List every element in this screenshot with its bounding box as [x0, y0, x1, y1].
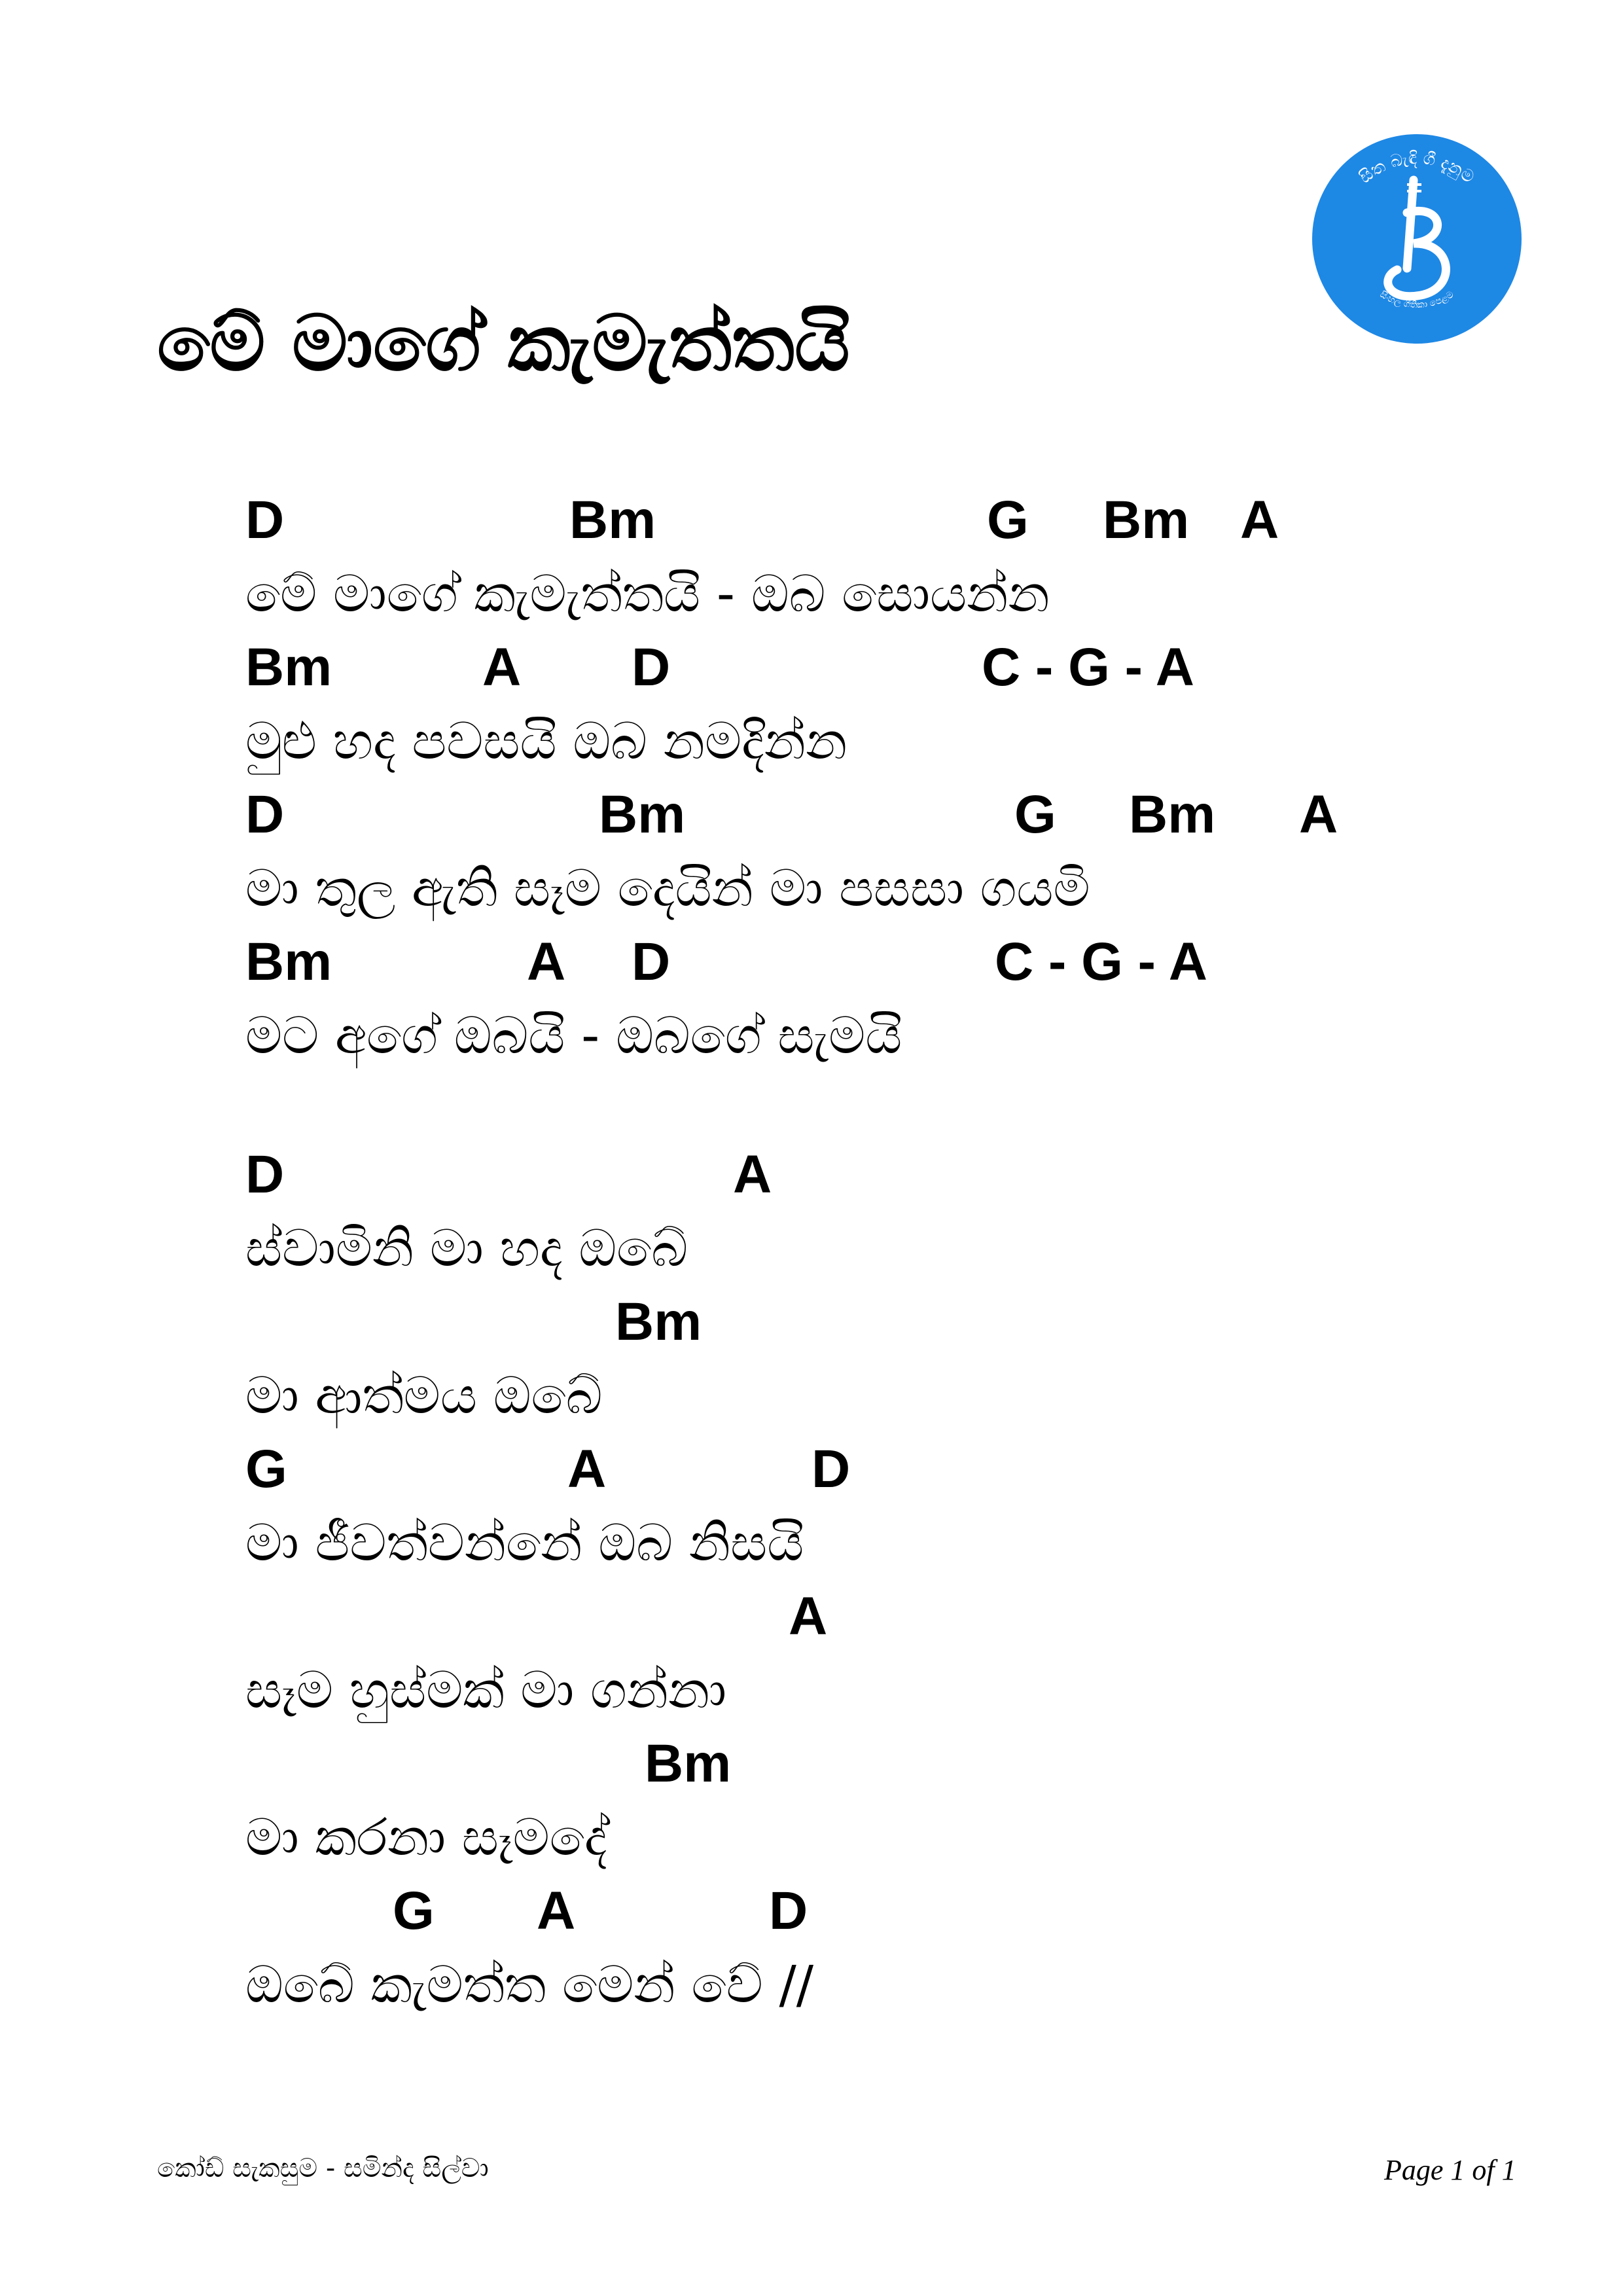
- lyric-line: මා ආත්මය ඔබේ: [245, 1367, 603, 1426]
- chord: Bm: [569, 490, 656, 550]
- chord: Bm: [245, 637, 332, 697]
- song-title: මේ මාගේ කැමැත්තයි: [157, 298, 850, 388]
- lyric-line: ඔබේ කැමත්ත මෙන් වේ //: [245, 1956, 814, 2015]
- lyric-line: මට අගේ ඔබයි - ඔබගේ සැමයි: [245, 1007, 902, 1066]
- footer-credit: කෝඩ් සැකසුම - සමින්ද සිල්වා: [157, 2153, 489, 2183]
- lyric-line: මේ මාගේ කැමැත්තයි - ඔබ සොයන්න: [245, 565, 1050, 624]
- chord: D: [245, 490, 285, 550]
- chord: D: [245, 1145, 285, 1204]
- lyric-line: ස්වාමිනි මා හද ඔබේ: [245, 1219, 688, 1278]
- chord: D: [632, 932, 671, 992]
- chord: A: [1240, 490, 1279, 550]
- chord: Bm: [245, 932, 332, 992]
- chord: G: [393, 1881, 435, 1941]
- chord: A: [789, 1587, 828, 1646]
- chord: D: [632, 637, 671, 697]
- chord: G: [987, 490, 1029, 550]
- chord: C - G - A: [982, 637, 1194, 697]
- logo-bottom-text: සිංහල ගීතිකා පෙළම: [1378, 289, 1456, 311]
- chord: A: [537, 1881, 576, 1941]
- lyric-line: මා ජීවත්වන්නේ ඔබ නිසයි: [245, 1514, 804, 1573]
- chord: A: [482, 637, 522, 697]
- chord: A: [567, 1439, 607, 1499]
- chord: Bm: [599, 785, 686, 844]
- chord: A: [733, 1145, 772, 1204]
- chord: D: [245, 785, 285, 844]
- lyric-line: මුළු හද පවසයි ඔබ නමදින්න: [245, 712, 847, 771]
- chord: Bm: [1129, 785, 1216, 844]
- chord: G: [245, 1439, 287, 1499]
- chord: Bm: [615, 1292, 702, 1352]
- chord: C - G - A: [995, 932, 1207, 992]
- chord: Bm: [645, 1734, 732, 1793]
- chord: A: [527, 932, 566, 992]
- lyric-line: සෑම හුස්මක් මා ගන්නා: [245, 1661, 727, 1720]
- lyric-line: මා තුල ඇති සෑම දෙයින් මා පසසා ගයමි: [245, 859, 1090, 918]
- chord: G: [1014, 785, 1056, 844]
- chord: D: [812, 1439, 851, 1499]
- page-number: Page 1 of 1: [1384, 2154, 1516, 2186]
- lyric-line: මා කරනා සෑමදේ: [245, 1808, 607, 1867]
- chord: D: [769, 1881, 808, 1941]
- logo-top-text: සිත බැඳි ගී දැනුම: [1355, 148, 1478, 188]
- logo-icon: [1309, 131, 1525, 347]
- chord: A: [1299, 785, 1338, 844]
- chord: Bm: [1103, 490, 1190, 550]
